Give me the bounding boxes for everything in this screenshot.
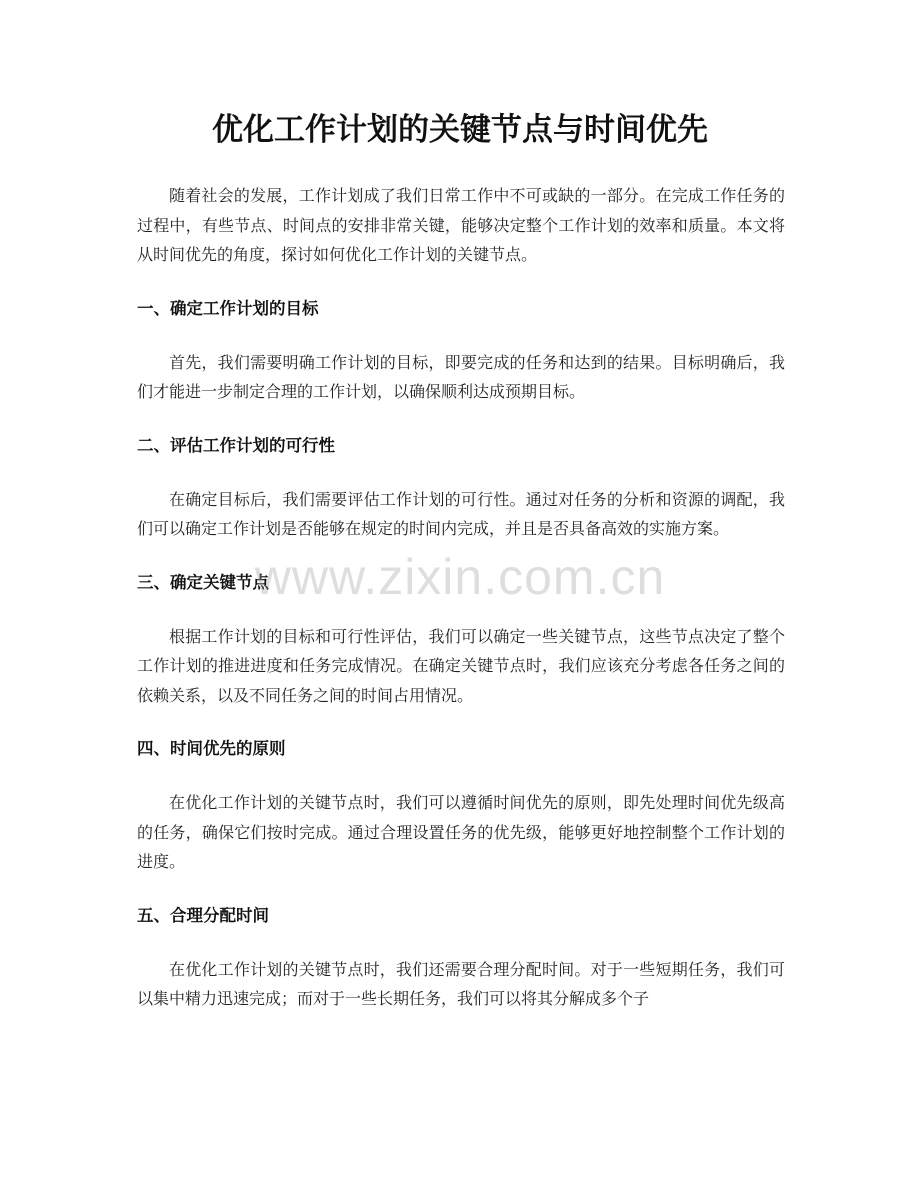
section-paragraph-4: 在优化工作计划的关键节点时，我们可以遵循时间优先的原则，即先处理时间优先级高的任务，确保它们按时完成。通过合理设置任务的优先级，能够更好地控制整个工作计划的进度。: [137, 793, 785, 871]
section-paragraph-3: 根据工作计划的目标和可行性评估，我们可以确定一些关键节点，这些节点决定了整个工作计划的推进进度和任务完成情况。在确定关键节点时，我们应该充分考虑各任务之间的依赖关系，以及不同任务之间的时间占用情况。: [137, 626, 785, 705]
section-paragraph-1: 首先，我们需要明确工作计划的目标，即要完成的任务和达到的结果。目标明确后，我们才能进一步制定合理的工作计划，以确保顺利达成预期目标。: [137, 352, 785, 401]
section-heading-1: 一、确定工作计划的目标: [137, 298, 319, 318]
intro-paragraph: 随着社会的发展，工作计划成了我们日常工作中不可或缺的一部分。在完成工作任务的过程中，有些节点、时间点的安排非常关键，能够决定整个工作计划的效率和质量。本文将从时间优先的角度，探讨如何优化工作计划的关键节点。: [137, 186, 785, 264]
section-heading-5: 五、合理分配时间: [137, 905, 269, 925]
section-paragraph-5: 在优化工作计划的关键节点时，我们还需要合理分配时间。对于一些短期任务，我们可以集中精力迅速完成；而对于一些长期任务，我们可以将其分解成多个子: [137, 959, 785, 1008]
document-title: 优化工作计划的关键节点与时间优先: [212, 112, 708, 148]
section-heading-4: 四、时间优先的原则: [137, 739, 286, 758]
section-paragraph-2: 在确定目标后，我们需要评估工作计划的可行性。通过对任务的分析和资源的调配，我们可以确定工作计划是否能够在规定的时间内完成，并且是否具备高效的实施方案。: [137, 489, 785, 538]
section-heading-3: 三、确定关键节点: [137, 572, 269, 592]
watermark: www.zixin.com.cn: [254, 549, 666, 605]
document-body: [137, 181, 785, 1040]
section-heading-2: 二、评估工作计划的可行性: [137, 435, 335, 455]
